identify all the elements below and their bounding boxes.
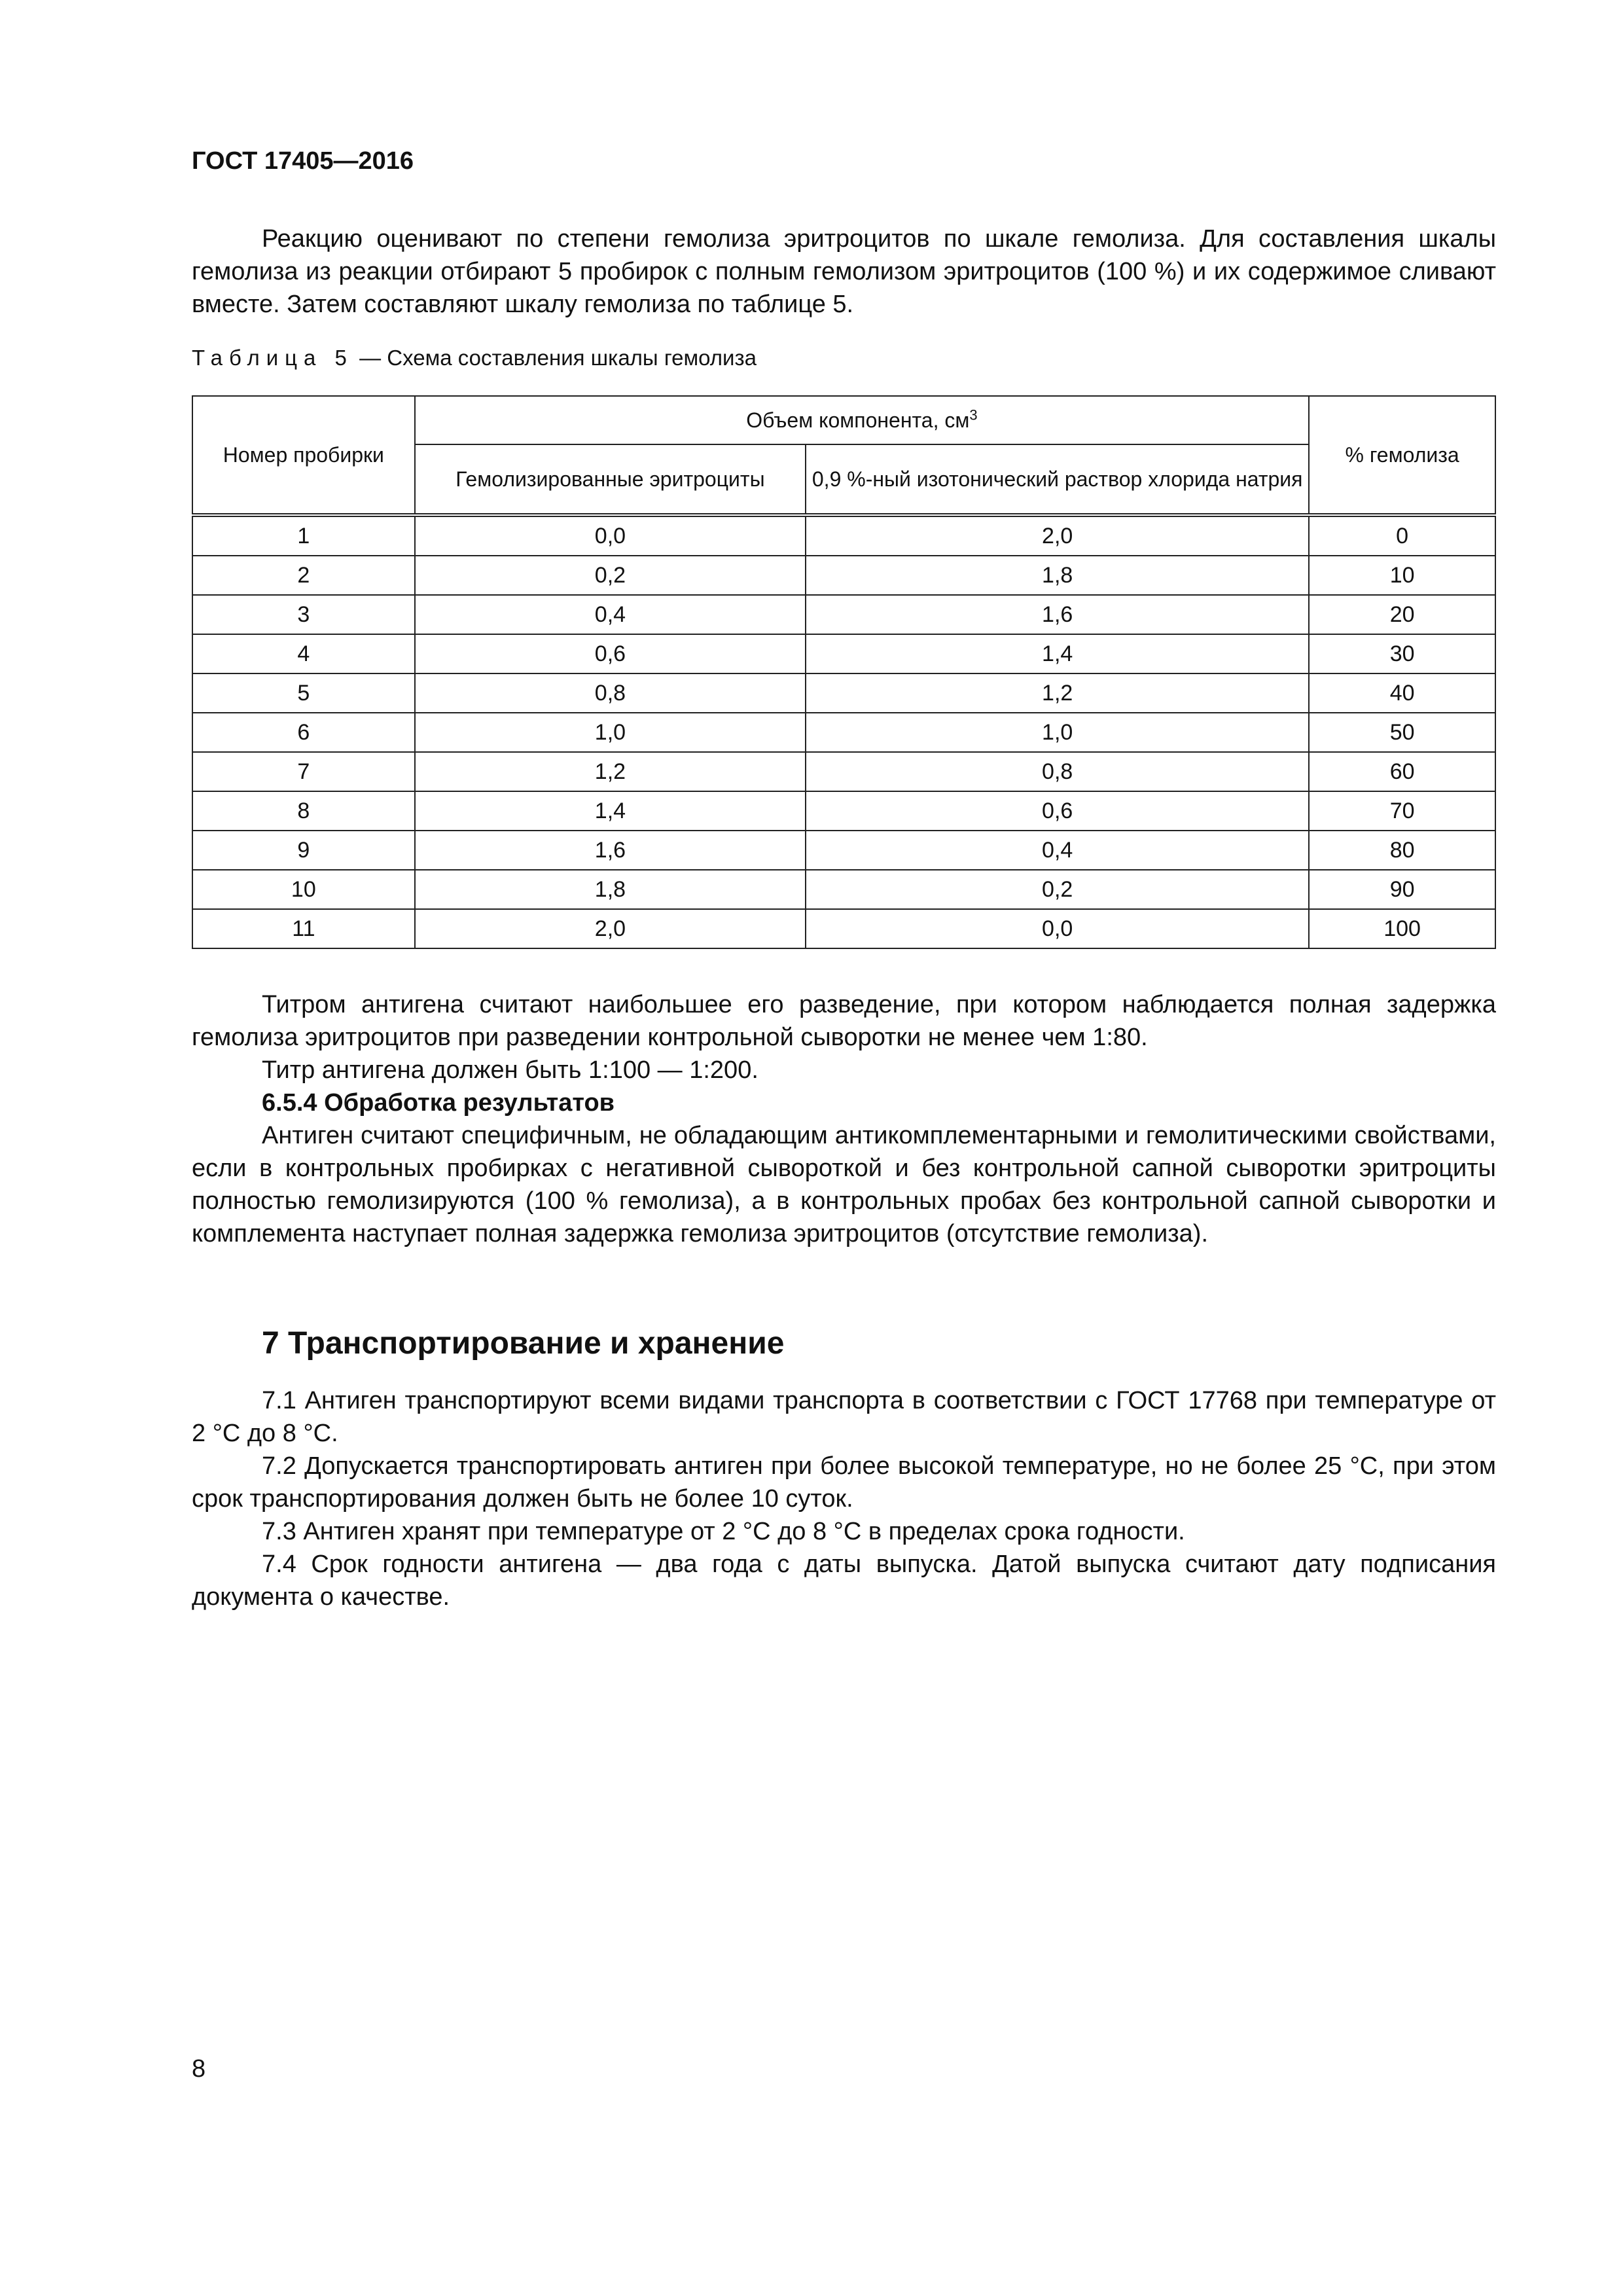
- table-cell: 1,8: [806, 556, 1309, 595]
- section-7-4: 7.4 Срок годности антигена — два года с даты выпуска. Датой выпуска считают дату подписания документа о качестве.: [192, 1551, 1496, 1611]
- table-row: [192, 791, 1495, 831]
- header-component-volume: Объем компонента, $см^3$: [415, 396, 1310, 444]
- titer-value-line: Титр антигена должен быть 1:100 — 1:200.: [262, 1056, 758, 1084]
- table-cell: 1,0: [415, 713, 806, 752]
- hemolysis-scale-table: [192, 395, 1496, 949]
- subsection-title: 6.5.4 Обработка результатов: [262, 1089, 615, 1117]
- section-7-3: 7.3 Антиген хранят при температуре от 2 °С до 8 °С в пределах срока годности.: [262, 1518, 1185, 1545]
- table-row: [192, 831, 1495, 870]
- table-cell: 9: [192, 831, 415, 870]
- results-paragraph: Антиген считают специфичным, не обладающим антикомплементарными и гемолитическими свойствами, если в контрольных пробирках с негативной сывороткой и без контрольной сапной сыворотки эритроциты полностью гемолизируются (100 % гемолиза), а в контрольных пробах без контрольной сапной сыворотки и комплемента наступает полная задержка гемолиза эритроцитов (отсутствие гемолиза).: [192, 1122, 1496, 1247]
- titer-definition-paragraph: Титром антигена считают наибольшее его разведение, при котором наблюдается полная задержка гемолиза эритроцитов при разведении контрольной сыворотки не менее чем 1:80.: [192, 991, 1496, 1051]
- table-cell: 40: [1309, 673, 1495, 713]
- header-tube-number: Номер пробирки: [192, 396, 415, 515]
- table-caption-label: Таблица 5: [192, 346, 353, 370]
- table-caption-text: — Схема составления шкалы гемолиза: [353, 346, 757, 370]
- table-cell: 1,4: [415, 791, 806, 831]
- table-row: [192, 595, 1495, 634]
- table-cell: 2,0: [415, 909, 806, 948]
- table-cell: 1: [192, 515, 415, 556]
- table-cell: 0,4: [415, 595, 806, 634]
- table-cell: 0,4: [806, 831, 1309, 870]
- page-number: 8: [192, 2055, 206, 2083]
- table-cell: 20: [1309, 595, 1495, 634]
- table-cell: 0,2: [806, 870, 1309, 909]
- table-cell: 60: [1309, 752, 1495, 791]
- table-row: [192, 870, 1495, 909]
- table-cell: 8: [192, 791, 415, 831]
- table-cell: 100: [1309, 909, 1495, 948]
- table-cell: 1,8: [415, 870, 806, 909]
- section-7-2: 7.2 Допускается транспортировать антиген при более высокой температуре, но не более 25 °С, при этом срок транспортирования должен быть не более 10 суток.: [192, 1452, 1496, 1513]
- section-7-title: 7 Транспортирование и хранение: [262, 1326, 785, 1361]
- table-cell: 7: [192, 752, 415, 791]
- table-cell: 1,2: [806, 673, 1309, 713]
- table-cell: 30: [1309, 634, 1495, 673]
- table-cell: 6: [192, 713, 415, 752]
- table-row: [192, 752, 1495, 791]
- table-row: [192, 713, 1495, 752]
- table-cell: 0,0: [806, 909, 1309, 948]
- table-cell: 0,6: [806, 791, 1309, 831]
- table-row: [192, 634, 1495, 673]
- table-cell: 50: [1309, 713, 1495, 752]
- table-cell: 0,2: [415, 556, 806, 595]
- table-cell: 80: [1309, 831, 1495, 870]
- table-cell: 1,2: [415, 752, 806, 791]
- header-hemolysis-percent: % гемолиза: [1309, 396, 1495, 515]
- section-7-1: 7.1 Антиген транспортируют всеми видами транспорта в соответствии с ГОСТ 17768 при температуре от 2 °С до 8 °С.: [192, 1387, 1496, 1447]
- table-caption: [192, 346, 757, 370]
- table-row: [192, 909, 1495, 948]
- table-cell: 1,0: [806, 713, 1309, 752]
- table-cell: 90: [1309, 870, 1495, 909]
- table-cell: 4: [192, 634, 415, 673]
- table-row: [192, 673, 1495, 713]
- table-cell: 2,0: [806, 515, 1309, 556]
- table-cell: 70: [1309, 791, 1495, 831]
- intro-paragraph: Реакцию оценивают по степени гемолиза эритроцитов по шкале гемолиза. Для составления шкалы гемолиза из реакции отбирают 5 пробирок с полным гемолизом эритроцитов (100 %) и их содержимое сливают вместе. Затем составляют шкалу гемолиза по таблице 5.: [192, 225, 1496, 318]
- table-cell: 11: [192, 909, 415, 948]
- table-cell: 1,4: [806, 634, 1309, 673]
- document-header: ГОСТ 17405—2016: [192, 147, 414, 175]
- table-cell: 10: [192, 870, 415, 909]
- table-row: [192, 556, 1495, 595]
- table-cell: 0,8: [806, 752, 1309, 791]
- header-saline: 0,9 %-ный изотонический раствор хлорида натрия: [806, 444, 1309, 515]
- table-cell: 1,6: [806, 595, 1309, 634]
- table-cell: 2: [192, 556, 415, 595]
- table-cell: 5: [192, 673, 415, 713]
- table-cell: 0: [1309, 515, 1495, 556]
- table-row: [192, 515, 1495, 556]
- header-hemolyzed: Гемолизированные эритроциты: [415, 444, 806, 515]
- table-cell: 0,0: [415, 515, 806, 556]
- table-cell: 0,8: [415, 673, 806, 713]
- table-cell: 0,6: [415, 634, 806, 673]
- table-cell: 3: [192, 595, 415, 634]
- table-cell: 10: [1309, 556, 1495, 595]
- table-cell: 1,6: [415, 831, 806, 870]
